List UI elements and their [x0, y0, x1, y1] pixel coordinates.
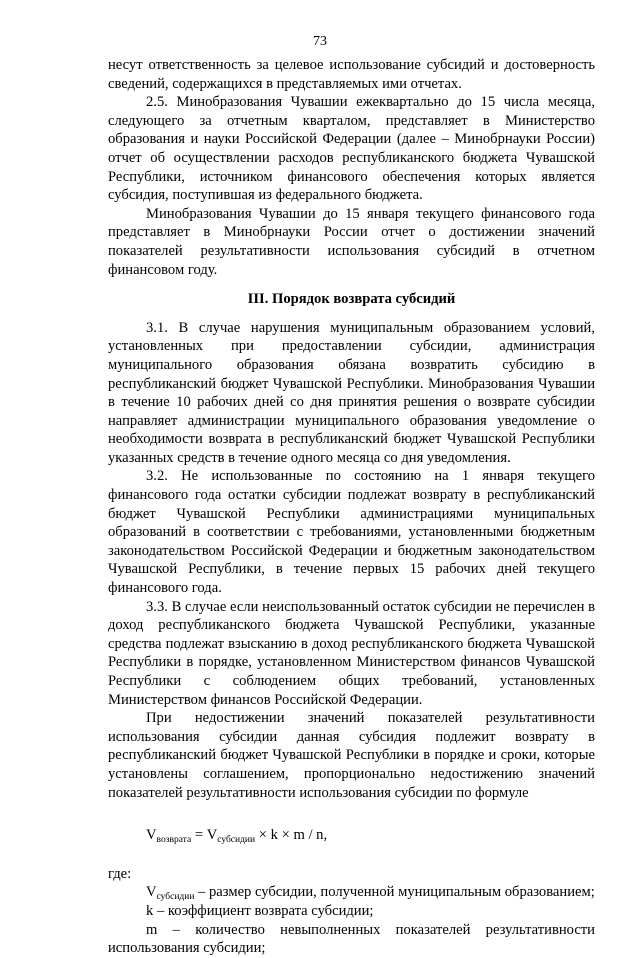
- where-label: где:: [108, 865, 132, 882]
- definition-m: [108, 921, 595, 958]
- formula-lhs-subscript: возврата: [156, 835, 192, 846]
- formula-rhs-subscript: субсидии: [217, 835, 256, 846]
- paragraph-continued: несут ответственность за целевое использование субсидий и достоверность сведений, содержащихся в представляемых ими отчетах.: [108, 57, 595, 92]
- formula-lhs-symbol: V: [146, 827, 157, 844]
- definition-text: – размер субсидии, полученной муниципальным образованием;: [194, 884, 595, 901]
- paragraph-report-january: Минобразования Чувашии до 15 января текущего финансового года представляет в Минобрнауки России отчет о достижении значений показателей результативности использования субсидий в отчетном финансовом году.: [108, 205, 595, 278]
- paragraph-non-achievement: При недостижении значений показателей результативности использования субсидии данная субсидия подлежит возврату в республиканский бюджет Чувашской Республики в порядке и сроки, которые установлены соглашением, пропорционально недостижению значений показателей результативности использования субсидии по формуле: [108, 710, 595, 801]
- definition-symbol: k: [146, 902, 154, 919]
- return-formula: [146, 826, 595, 845]
- paragraph-3-1: 3.1. В случае нарушения муниципальным образованием условий, установленных при предоставлении субсидии, администрация муниципального образования обязана возвратить субсидию в республиканский бюджет Чувашской Республики. Минобразования Чувашии в течение 10 рабочих дней со дня принятия решения о возврате субсидии направляет администрации муниципального образования уведомление о необходимости возврата в республиканский бюджет Чувашской Республики указанных средств в течение одного месяца со дня уведомления.: [108, 319, 595, 466]
- definition-text: – количество невыполненных показателей результативности использования субсидии;: [108, 921, 595, 957]
- page-number: 73: [313, 34, 327, 49]
- definition-symbol: m: [146, 921, 158, 938]
- section-heading: III. Порядок возврата субсидий: [247, 291, 456, 308]
- paragraph-3-3: 3.3. В случае если неиспользованный остаток субсидии не перечислен в доход республиканского бюджета Чувашской Республики, указанные средства подлежат взысканию в доход республиканского бюджета Чувашской Республики в порядке, установленном Министерством финансов Чувашской Республики с соблюдением общих требований, установленных Министерством финансов Российской Федерации.: [108, 598, 595, 708]
- definition-symbol: V: [146, 884, 157, 901]
- formula-rhs-symbol: V: [206, 827, 218, 844]
- paragraph-2-5: 2.5. Минобразования Чувашии ежеквартально до 15 числа месяца, следующего за отчетным кварталом, представляет в Министерство образования и науки Российской Федерации (далее – Минобрнауки России) отчет об осуществлении расходов республиканского бюджета Чувашской Республики, источником финансового обеспечения которых является субсидия, поступившая из федерального бюджета.: [108, 94, 595, 204]
- paragraph-3-2: 3.2. Не использованные по состоянию на 1 января текущего финансового года остатки субсидии подлежат возврату в республиканский бюджет Чувашской Республики администрациями муниципальных образований в соответствии с требованиями, установленными бюджетным законодательством Российской Федерации и бюджетным законодательством Чувашской Республики, в течение первых 15 рабочих дней текущего финансового года.: [108, 468, 595, 597]
- formula-rest: × k × m / n,: [255, 827, 328, 844]
- document-body: [108, 56, 595, 958]
- formula-equals: =: [191, 827, 207, 844]
- definition-subscript: субсидии: [156, 892, 195, 903]
- definition-v-subsidy: [108, 883, 595, 902]
- definition-text: – коэффициент возврата субсидии;: [153, 902, 374, 919]
